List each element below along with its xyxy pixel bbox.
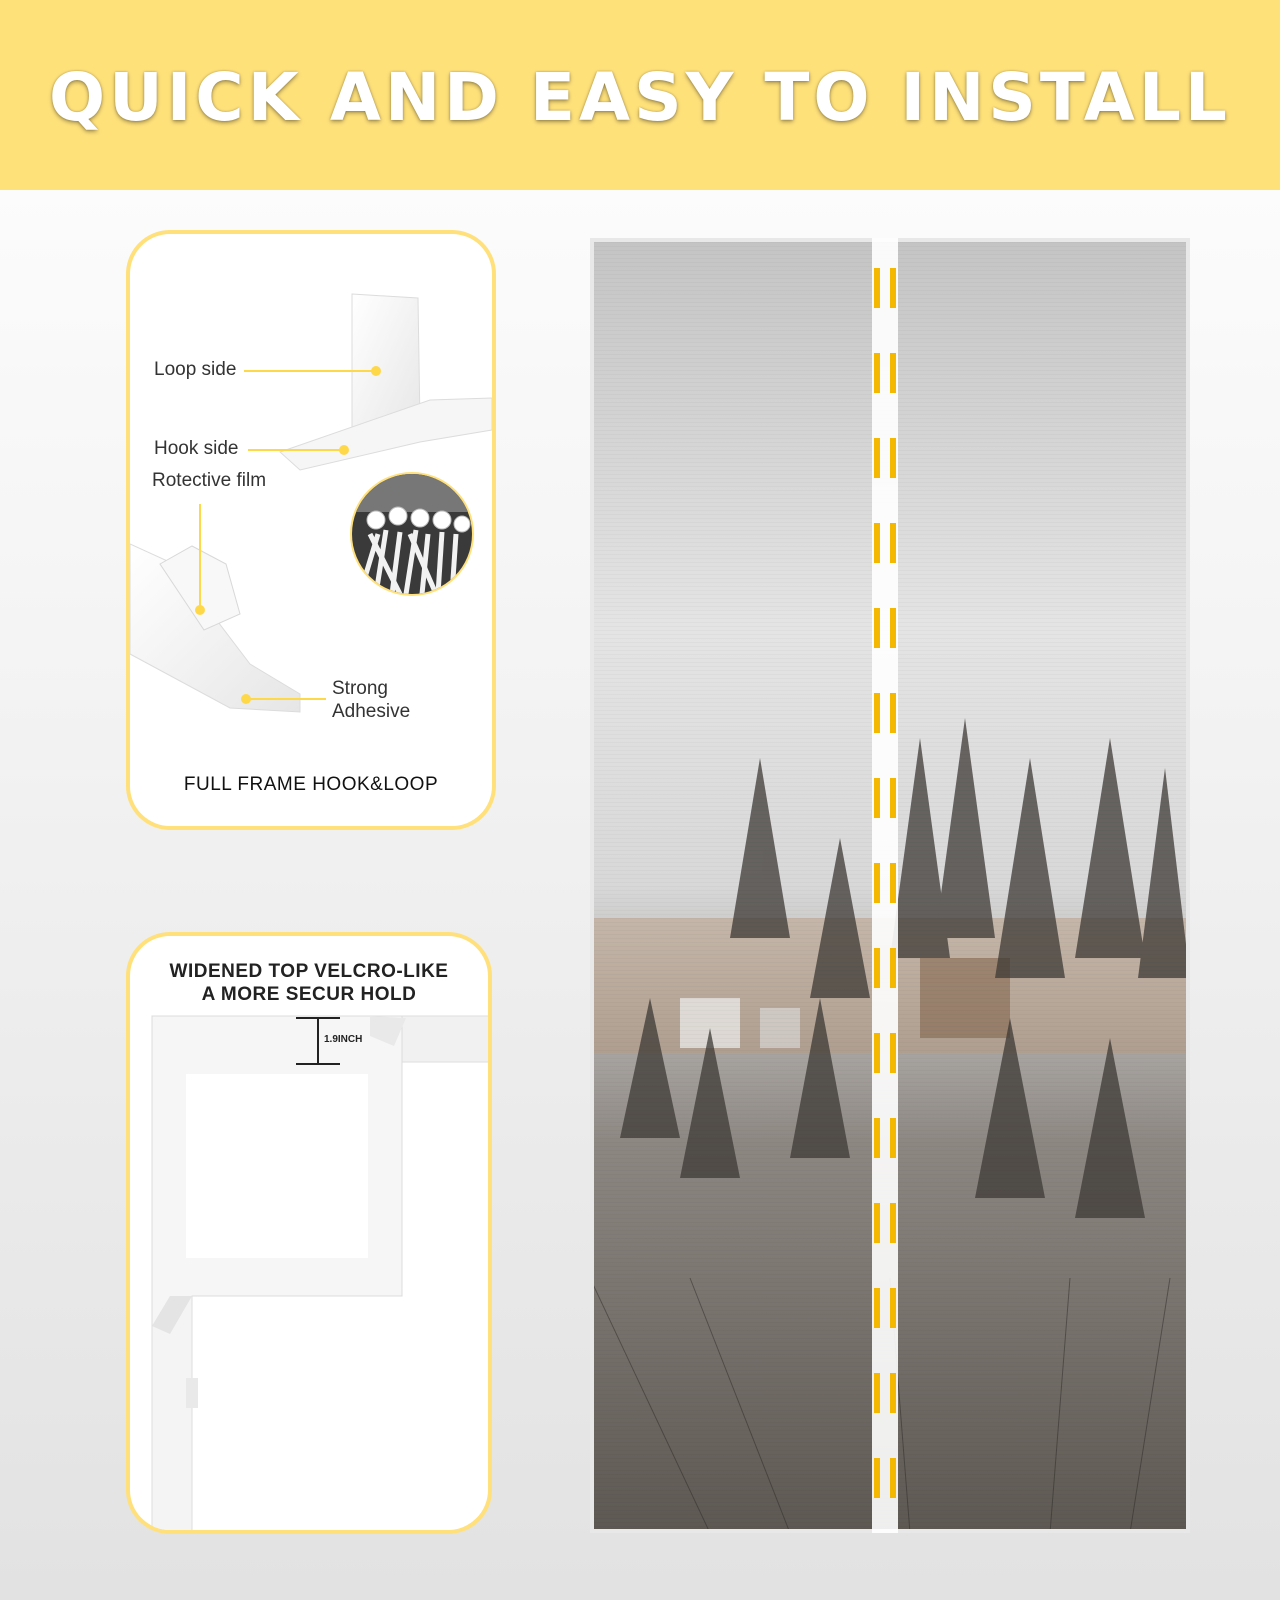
widened-top-card xyxy=(126,932,492,1534)
label-strong: Strong xyxy=(332,678,388,699)
header-banner xyxy=(0,0,1280,190)
hook-loop-illustration xyxy=(130,234,496,830)
widened-title-line1: WIDENED TOP VELCRO-LIKE xyxy=(169,961,449,982)
screen-door-illustration xyxy=(590,238,1190,1533)
label-loop-side: Loop side xyxy=(154,359,237,380)
hook-loop-card xyxy=(126,230,496,830)
top-frame-illustration xyxy=(130,936,492,1534)
screen-door-image xyxy=(590,238,1190,1533)
banner-title: QUICK AND EASY TO INSTALL xyxy=(49,58,1231,136)
label-adhesive: Adhesive xyxy=(332,701,411,722)
label-protective-film: Rotective film xyxy=(152,470,267,491)
label-hook-side: Hook side xyxy=(154,438,239,459)
hook-loop-caption: FULL FRAME HOOK&LOOP xyxy=(183,774,439,795)
widened-title-line2: A MORE SECUR HOLD xyxy=(201,984,417,1005)
dimension-label: 1.9INCH xyxy=(324,1034,363,1045)
